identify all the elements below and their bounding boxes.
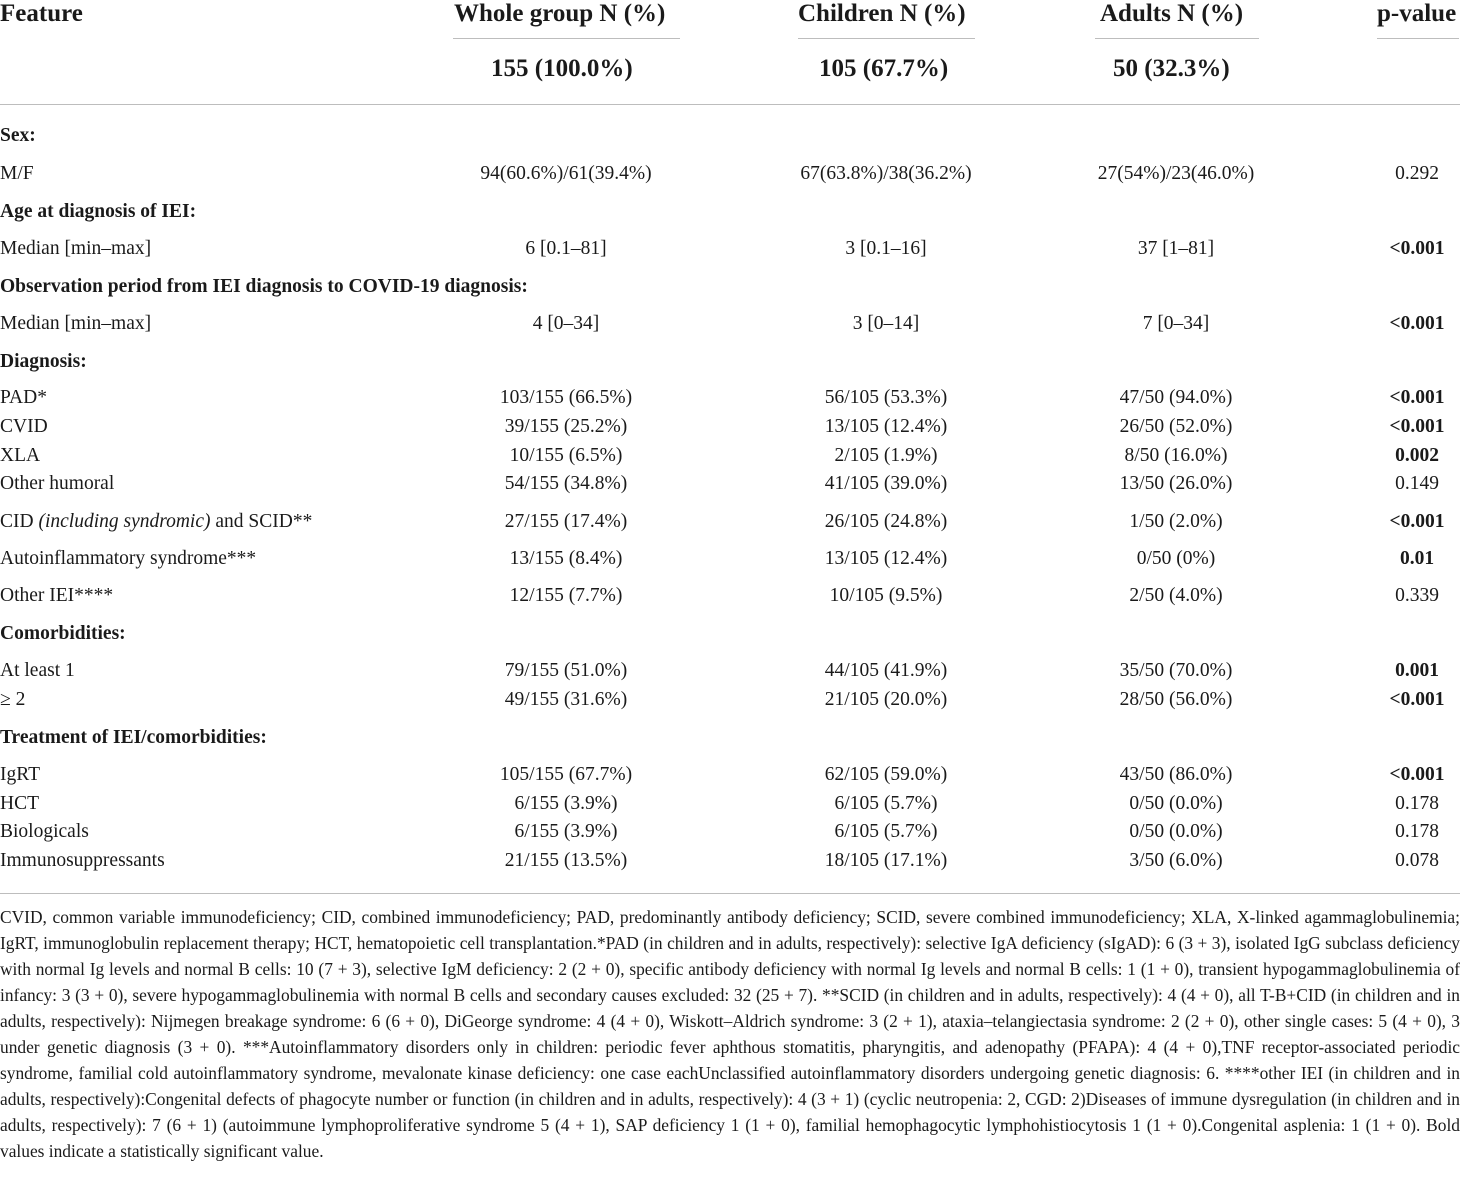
p-value-cell: <0.001 [1389, 387, 1445, 408]
adults-cell: 8/50 (16.0%) [1124, 445, 1228, 466]
adults-cell: 27(54%)/23(46.0%) [1097, 163, 1255, 184]
section-label: Observation period from IEI diagnosis to COVID-19 diagnosis: [0, 276, 528, 297]
header-children: Children N (%) [798, 0, 966, 27]
p-value-cell: 0.149 [1395, 473, 1439, 494]
p-value-cell: 0.178 [1395, 793, 1439, 814]
section-label: Diagnosis: [0, 351, 87, 372]
children-cell: 6/105 (5.7%) [834, 793, 938, 814]
feature-cell: PAD* [0, 387, 47, 408]
whole-cell: 12/155 (7.7%) [509, 585, 623, 606]
section-label: Age at diagnosis of IEI: [0, 201, 197, 222]
whole-cell: 103/155 (66.5%) [499, 387, 633, 408]
whole-cell: 79/155 (51.0%) [504, 660, 628, 681]
table-body [0, 105, 1460, 894]
p-value-cell: <0.001 [1389, 511, 1445, 532]
whole-cell: 94(60.6%)/61(39.4%) [480, 163, 652, 184]
header-feature: Feature [0, 0, 83, 27]
table-header [0, 0, 1460, 105]
whole-cell: 6 [0.1–81] [525, 238, 607, 259]
adults-cell: 13/50 (26.0%) [1119, 473, 1233, 494]
p-value-cell: 0.01 [1399, 548, 1435, 569]
p-value-cell: <0.001 [1389, 238, 1445, 259]
header-whole-n: 155 (100.0%) [491, 55, 633, 82]
feature-cell: Autoinflammatory syndrome*** [0, 548, 257, 569]
children-cell: 62/105 (59.0%) [824, 764, 948, 785]
whole-cell: 6/155 (3.9%) [514, 821, 618, 842]
table-footnote: CVID, common variable immunodeficiency; CID, combined immunodeficiency; PAD, predominantly antibody deficiency; SCID, severe combined immunodeficiency; XLA, X-linked agammaglobulinemia; IgRT, immunoglobulin replacement therapy; HCT, hematopoietic cell transplantation.*PAD (in children and in adults, respectively): selective IgA deficiency (sIgAD): 6 (3 + 3), isolated IgG subclass deficiency with normal Ig levels and normal B cells: 10 (7 + 3), selective IgM deficiency: 2 (2 + 0), specific antibody deficiency with normal Ig levels and normal B cells: 1 (1 + 0), transient hypogammaglobulinemia of infancy: 3 (3 + 0), severe hypogammaglobulinemia with normal B cells and secondary causes excluded: 32 (25 + 7). **SCID (in children and in adults, respectively): 4 (4 + 0), all T-B+CID (in children and in adults, respectively): Nijmegen breakage syndrome: 6 (6 + 0), DiGeorge syndrome: 4 (4 + 0), Wiskott–Aldrich syndrome: 3 (2 + 1), ataxia–telangiectasia syndrome: 2 (2 + 0), other single cases: 5 (4 + 0), 3 under genetic diagnosis (3 + 0). ***Autoinflammatory disorders only in children: periodic fever aphthous stomatitis, pharyngitis, and adenopathy (PFAPA): 4 (4 + 0),TNF receptor-associated periodic syndrome, familial cold autoinflammatory syndrome, mevalonate kinase deficiency: one case eachUnclassified autoinflammatory disorders undergoing genetic diagnosis: 6. ****other IEI (in children and in adults, respectively):Congenital defects of phagocyte number or function (in children and in adults, respectively): 4 (3 + 1) (cyclic neutropenia: 2, CGD: 2)Diseases of immune dysregulation (in children and in adults, respectively): 7 (6 + 1) (autoimmune lymphoproliferative syndrome 5 (4 + 1), SAP deficiency 1 (1 + 0), familial hemophagocytic lymphohistiocytosis 1 (1 + 0).Congenital asplenia: 1 (1 + 0). Bold values indicate a statistically significant value. [0, 907, 1460, 1161]
p-value-cell: 0.292 [1395, 163, 1439, 184]
adults-cell: 3/50 (6.0%) [1129, 850, 1223, 871]
header-children-n: 105 (67.7%) [819, 55, 949, 82]
feature-cell: Other IEI**** [0, 585, 114, 606]
feature-cell: Immunosuppressants [0, 850, 165, 871]
header-rule [1377, 38, 1459, 39]
adults-cell: 0/50 (0.0%) [1129, 821, 1223, 842]
header-rule [1095, 38, 1259, 39]
whole-cell: 10/155 (6.5%) [509, 445, 623, 466]
p-value-cell: <0.001 [1389, 689, 1445, 710]
header-adults: Adults N (%) [1100, 0, 1244, 27]
whole-cell: 49/155 (31.6%) [504, 689, 628, 710]
p-value-cell: 0.002 [1395, 445, 1439, 466]
whole-cell: 6/155 (3.9%) [514, 793, 618, 814]
adults-cell: 35/50 (70.0%) [1119, 660, 1233, 681]
p-value-cell: 0.178 [1395, 821, 1439, 842]
section-label: Treatment of IEI/comorbidities: [0, 727, 267, 748]
children-cell: 13/105 (12.4%) [824, 548, 948, 569]
whole-cell: 4 [0–34] [532, 313, 600, 334]
p-value-cell: <0.001 [1389, 313, 1445, 334]
children-cell: 21/105 (20.0%) [824, 689, 948, 710]
adults-cell: 43/50 (86.0%) [1119, 764, 1233, 785]
adults-cell: 1/50 (2.0%) [1129, 511, 1223, 532]
whole-cell: 39/155 (25.2%) [504, 416, 628, 437]
feature-cell [0, 511, 312, 533]
adults-cell: 2/50 (4.0%) [1129, 585, 1223, 606]
feature-italic-text: (including syndromic) [38, 511, 211, 532]
whole-cell: 21/155 (13.5%) [504, 850, 628, 871]
adults-cell: 7 [0–34] [1142, 313, 1210, 334]
children-cell: 2/105 (1.9%) [834, 445, 938, 466]
children-cell: 67(63.8%)/38(36.2%) [800, 163, 972, 184]
feature-cell: Biologicals [0, 821, 89, 842]
children-cell: 56/105 (53.3%) [824, 387, 948, 408]
feature-cell: ≥ 2 [0, 689, 26, 710]
header-rule [453, 38, 680, 39]
children-cell: 41/105 (39.0%) [824, 473, 948, 494]
feature-cell: M/F [0, 163, 34, 184]
adults-cell: 0/50 (0.0%) [1129, 793, 1223, 814]
feature-cell: Other humoral [0, 473, 115, 494]
feature-cell: HCT [0, 793, 39, 814]
header-p-value: p-value [1377, 0, 1457, 27]
children-cell: 44/105 (41.9%) [824, 660, 948, 681]
feature-cell: IgRT [0, 764, 40, 785]
feature-text: CID [0, 511, 39, 532]
feature-cell: Median [min–max] [0, 313, 152, 334]
adults-cell: 47/50 (94.0%) [1119, 387, 1233, 408]
whole-cell: 54/155 (34.8%) [504, 473, 628, 494]
header-adults-n: 50 (32.3%) [1113, 55, 1230, 82]
children-cell: 3 [0–14] [852, 313, 920, 334]
children-cell: 18/105 (17.1%) [824, 850, 948, 871]
p-value-cell: 0.001 [1395, 660, 1439, 681]
feature-text: and SCID** [210, 511, 313, 532]
adults-cell: 26/50 (52.0%) [1119, 416, 1233, 437]
p-value-cell: 0.078 [1395, 850, 1439, 871]
children-cell: 3 [0.1–16] [845, 238, 927, 259]
feature-cell: CVID [0, 416, 48, 437]
adults-cell: 37 [1–81] [1137, 238, 1215, 259]
p-value-cell: <0.001 [1389, 764, 1445, 785]
p-value-cell: 0.339 [1395, 585, 1439, 606]
children-cell: 6/105 (5.7%) [834, 821, 938, 842]
p-value-cell: <0.001 [1389, 416, 1445, 437]
whole-cell: 13/155 (8.4%) [509, 548, 623, 569]
whole-cell: 27/155 (17.4%) [504, 511, 628, 532]
feature-cell: At least 1 [0, 660, 75, 681]
children-cell: 26/105 (24.8%) [824, 511, 948, 532]
whole-cell: 105/155 (67.7%) [499, 764, 633, 785]
children-cell: 13/105 (12.4%) [824, 416, 948, 437]
header-rule [798, 38, 975, 39]
adults-cell: 28/50 (56.0%) [1119, 689, 1233, 710]
adults-cell: 0/50 (0%) [1136, 548, 1216, 569]
section-label: Comorbidities: [0, 623, 126, 644]
feature-cell: XLA [0, 445, 41, 466]
section-label: Sex: [0, 125, 36, 146]
header-whole-group: Whole group N (%) [454, 0, 666, 27]
feature-cell: Median [min–max] [0, 238, 152, 259]
children-cell: 10/105 (9.5%) [829, 585, 943, 606]
